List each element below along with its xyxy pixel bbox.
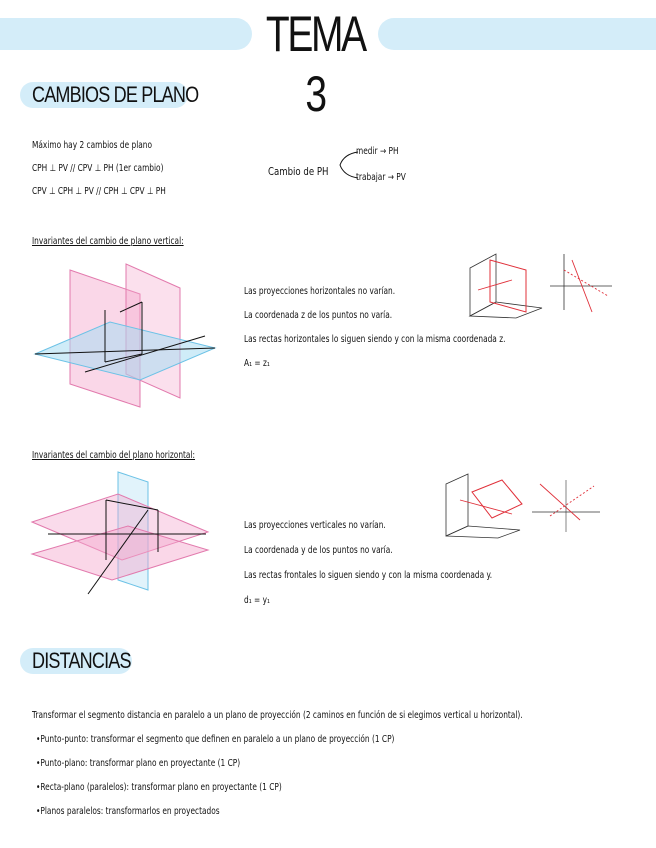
note-horizontal: Las rectas frontales lo siguen siendo y con la misma coordenada y. [244, 570, 493, 581]
sketch-vertical-projection [548, 250, 614, 316]
distancias-bullet: •Punto-plano: transformar plano en proyectante (1 CP) [36, 758, 241, 769]
text-line: Máximo hay 2 cambios de plano [32, 140, 153, 151]
sketch-horizontal-projection [530, 476, 602, 536]
note-vertical: Las proyecciones horizontales no varían. [244, 286, 396, 297]
subheading-vertical: Invariantes del cambio de plano vertical: [32, 236, 184, 247]
note-vertical: Las rectas horizontales lo siguen siendo y con la misma coordenada z. [244, 334, 506, 345]
diagram-horizontal-change [28, 470, 218, 610]
subheading-horizontal: Invariantes del cambio del plano horizontal: [32, 450, 196, 461]
branch-up: medir → PH [356, 146, 399, 157]
page-title: TEMA 3 [265, 6, 365, 122]
title-highlight-right [378, 18, 656, 50]
note-vertical: A₁ = z₁ [244, 358, 270, 369]
text-line: CPV ⊥ CPH ⊥ PV // CPH ⊥ CPV ⊥ PH [32, 186, 166, 197]
branch-down: trabajar → PV [356, 172, 406, 183]
note-horizontal: La coordenada y de los puntos no varía. [244, 545, 393, 556]
note-horizontal: d₁ = y₁ [244, 595, 270, 606]
note-vertical: La coordenada z de los puntos no varía. [244, 310, 393, 321]
diagram-vertical-change [30, 262, 220, 412]
distancias-intro: Transformar el segmento distancia en paralelo a un plano de proyección (2 caminos en función de si elegimos vertical u horizontal). [32, 710, 523, 721]
section-title-distancias: DISTANCIAS [32, 648, 131, 673]
sketch-vertical-3d [466, 250, 544, 318]
section-title-cambios: CAMBIOS DE PLANO [32, 82, 199, 107]
text-line: CPH ⊥ PV // CPV ⊥ PH (1er cambio) [32, 163, 164, 174]
title-highlight-left [0, 18, 252, 50]
note-horizontal: Las proyecciones verticales no varían. [244, 520, 386, 531]
distancias-bullet: •Punto-punto: transformar el segmento que definen en paralelo a un plano de proyección (1 CP) [36, 734, 395, 745]
branch-label: Cambio de PH [268, 165, 329, 178]
distancias-bullet: •Planos paralelos: transformarlos en proyectados [36, 806, 220, 817]
distancias-bullet: •Recta-plano (paralelos): transformar plano en proyectante (1 CP) [36, 782, 282, 793]
sketch-horizontal-3d [442, 470, 524, 540]
